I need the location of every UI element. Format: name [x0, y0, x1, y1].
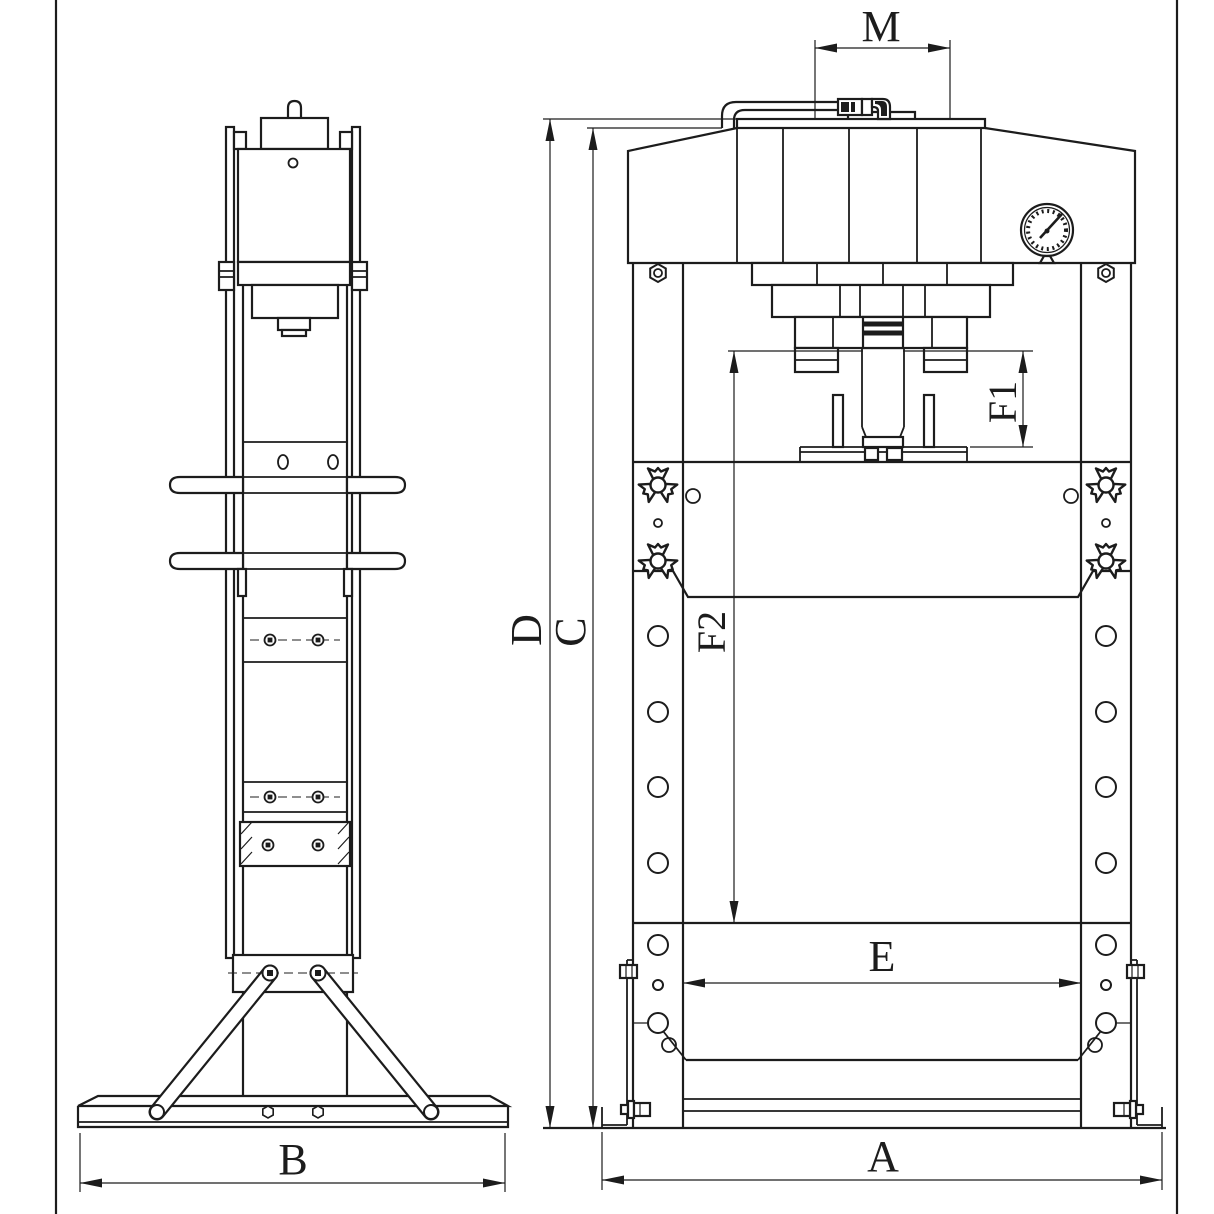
- columns: [633, 263, 1131, 1128]
- pressure-gauge: [1021, 204, 1073, 263]
- dim-label-b: B: [278, 1135, 308, 1184]
- cylinder-ram: [752, 263, 1013, 447]
- dim-e: [683, 932, 1081, 988]
- ram-nose: [863, 437, 903, 447]
- clamp-knob: [1086, 468, 1125, 502]
- dim-label-f1: F1: [980, 380, 1025, 424]
- dim-b: [80, 1133, 505, 1192]
- clamp-knob: [638, 468, 677, 502]
- upper-work-table: [800, 395, 967, 462]
- side-view: [78, 101, 508, 1127]
- base-plate: [78, 1096, 508, 1127]
- dim-label-f2: F2: [689, 610, 734, 654]
- front-view: [543, 99, 1166, 1128]
- dim-label-d: D: [502, 614, 551, 646]
- movable-bolster: [633, 462, 1131, 597]
- dim-label-m: M: [861, 2, 901, 51]
- press-head: [628, 112, 1135, 263]
- release-knob: [288, 101, 301, 118]
- dim-label-e: E: [868, 932, 896, 981]
- table-pins-side: [170, 442, 405, 596]
- dim-a: [602, 1132, 1162, 1190]
- dim-label-c: C: [546, 617, 595, 647]
- dim-label-a: A: [867, 1132, 899, 1181]
- dim-f1: [728, 351, 1033, 447]
- clamp-knob: [638, 544, 677, 578]
- bolt-rows-side: [240, 618, 350, 866]
- leg-assembly: [150, 955, 438, 1119]
- dim-f2: [689, 351, 739, 923]
- feet: [543, 960, 1166, 1128]
